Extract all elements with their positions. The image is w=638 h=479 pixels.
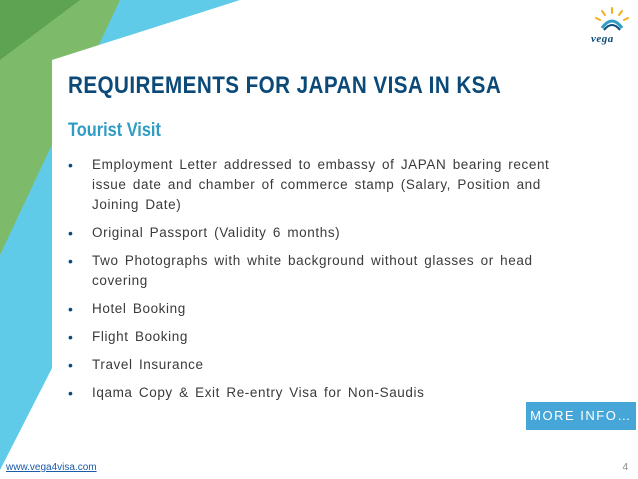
list-item (68, 223, 568, 243)
page-number: 4 (622, 462, 628, 473)
list-item-text: Original Passport (Validity 6 months) (92, 225, 341, 240)
list-item (68, 327, 568, 347)
bullet-icon: • (68, 253, 74, 269)
list-item (68, 155, 568, 215)
bullet-icon: • (68, 225, 74, 241)
logo-text: vega (591, 33, 614, 45)
list-item-text: Iqama Copy & Exit Re-entry Visa for Non-Saudis (92, 385, 425, 400)
list-item-text: Travel Insurance (92, 357, 204, 372)
bullet-icon: • (68, 301, 74, 317)
website-link[interactable]: www.vega4visa.com (6, 462, 97, 473)
list-item (68, 299, 568, 319)
more-info-button[interactable]: MORE INFO… (526, 402, 636, 430)
list-item-text: Two Photographs with white background without glasses or head covering (92, 253, 533, 288)
list-item-text: Hotel Booking (92, 301, 186, 316)
list-item (68, 355, 568, 375)
list-item (68, 383, 568, 403)
list-item-text: Employment Letter addressed to embassy of JAPAN bearing recent issue date and chamber of commerce stamp (Salary, Position and Joining Date) (92, 157, 550, 212)
slide-title: REQUIREMENTS FOR JAPAN VISA IN KSA (68, 72, 502, 99)
slide-subtitle: Tourist Visit (68, 120, 161, 141)
list-item-text: Flight Booking (92, 329, 188, 344)
bullet-icon: • (68, 385, 74, 401)
bullet-icon: • (68, 157, 74, 173)
requirements-list (68, 155, 568, 411)
list-item (68, 251, 568, 291)
bullet-icon: • (68, 357, 74, 373)
bullet-icon: • (68, 329, 74, 345)
